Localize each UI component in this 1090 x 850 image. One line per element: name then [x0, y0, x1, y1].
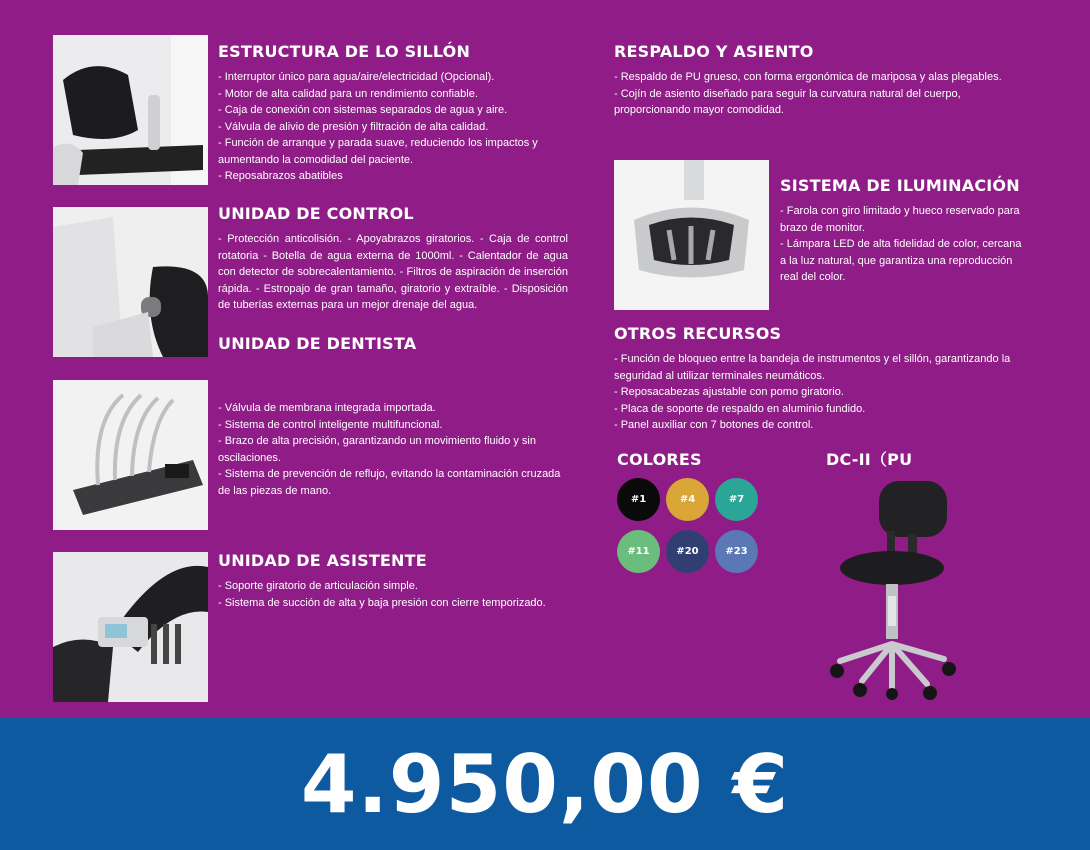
section-title: RESPALDO Y ASIENTO: [614, 42, 814, 61]
section-title: UNIDAD DE CONTROL: [218, 204, 414, 223]
section-text: - Respaldo de PU grueso, con forma ergonómica de mariposa y alas plegables. - Cojín de asiento diseñado para seguir la curvatura natural del cuerpo, proporcionando mayor comodidad.: [614, 71, 1002, 116]
section-assistant-unit: [218, 551, 573, 611]
color-swatch-23: #23: [715, 530, 758, 573]
dentist-unit-image: [53, 380, 208, 530]
section-dentist-text-block: [218, 400, 573, 499]
color-swatch-11: #11: [617, 530, 660, 573]
section-chair-structure: [218, 42, 573, 185]
section-dentist-unit: [218, 334, 573, 361]
stool-model-title: DC-II（PU: [826, 450, 913, 469]
section-lighting: [780, 176, 1030, 286]
lighting-image: [614, 160, 769, 310]
section-text: - Válvula de membrana integrada importada. - Sistema de control inteligente multifuncional. - Brazo de alta precisión, garantizando un movimiento fluido y sin oscilaciones. - Sistema de prevención de reflujo, evitando la contaminación cruzada de las piezas de mano.: [218, 402, 561, 497]
section-other-features: [614, 324, 1014, 434]
control-unit-image: [53, 207, 208, 357]
section-backrest-seat: [614, 42, 1024, 119]
color-swatch-4: #4: [666, 478, 709, 521]
section-text: - Interruptor único para agua/aire/electricidad (Opcional). - Motor de alta calidad para un rendimiento confiable. - Caja de conexión con sistemas separados de agua y aire. - Válvula de alivio de presión y filtración de alta calidad. - Función de arranque y parada suave, reduciendo los impactos y aumentando la comodidad del paciente. - Reposabrazos abatibles: [218, 71, 538, 182]
chair-structure-image: [53, 35, 208, 185]
section-title: SISTEMA DE ILUMINACIÓN: [780, 176, 1020, 195]
section-title: UNIDAD DE ASISTENTE: [218, 551, 427, 570]
colors-title: COLORES: [617, 450, 702, 469]
color-swatch-7: #7: [715, 478, 758, 521]
color-swatch-20: #20: [666, 530, 709, 573]
color-swatch-1: #1: [617, 478, 660, 521]
section-text: - Función de bloqueo entre la bandeja de instrumentos y el sillón, garantizando la seguridad al utilizar terminales neumáticos. - Reposacabezas ajustable con pomo giratorio. - Placa de soporte de respaldo en aluminio fundido. - Panel auxiliar con 7 botones de control.: [614, 353, 1011, 431]
section-text: - Soporte giratorio de articulación simple. - Sistema de succión de alta y baja presión con cierre temporizado.: [218, 580, 546, 609]
section-title: ESTRUCTURA DE LO SILLÓN: [218, 42, 471, 61]
section-text: - Protección anticolisión. - Apoyabrazos giratorios. - Caja de control rotatoria - Botella de agua externa de 1000ml. - Calentador de agua con detector de sobrecalentamiento. - Filtros de aspiración de inserción rápida. - Estropajo de gran tamaño, giratorio y extraíble. - Disposición de tuberías externas para un mejor drenaje del agua.: [218, 233, 568, 311]
price: 4.950,00 €: [300, 738, 790, 831]
section-control-unit: [218, 204, 568, 314]
stool-image: [822, 476, 972, 701]
assistant-unit-image: [53, 552, 208, 702]
section-text: - Farola con giro limitado y hueco reservado para brazo de monitor. - Lámpara LED de alta fidelidad de color, cercana a la luz natural, que garantiza una reproducción real del color.: [780, 205, 1022, 283]
section-title: OTROS RECURSOS: [614, 324, 782, 343]
section-title: UNIDAD DE DENTISTA: [218, 334, 417, 353]
